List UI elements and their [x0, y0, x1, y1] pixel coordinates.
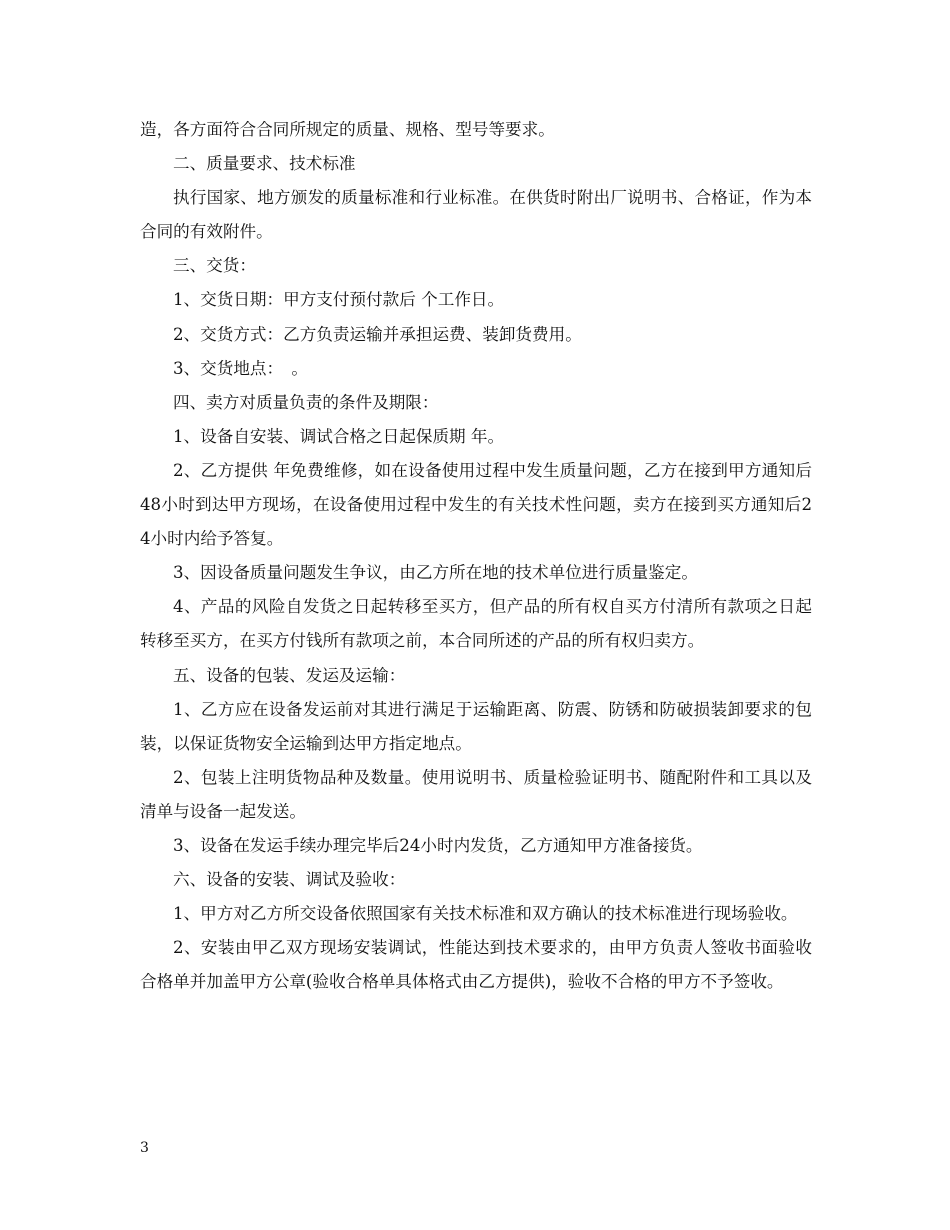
delivery-location-item: 3、交货地点： 。: [173, 358, 309, 378]
document-body: [140, 113, 812, 999]
section-heading-delivery: 三、交货：: [173, 256, 256, 276]
delivery-method-item: 2、交货方式：乙方负责运输并承担运费、装卸货费用。: [173, 324, 582, 344]
section-heading-quality: 二、质量要求、技术标准: [173, 154, 356, 174]
section-heading-installation: 六、设备的安装、调试及验收：: [173, 870, 406, 890]
packaging-requirement-item: 1、乙方应在设备发运前对其进行满足于运输距离、防震、防锈和防破损装卸要求的包装，以保证货物安全运输到达甲方指定地点。: [140, 699, 812, 753]
page-number: 3: [140, 1140, 149, 1156]
paragraph-continuation: 造，各方面符合合同所规定的质量、规格、型号等要求。: [140, 120, 555, 139]
shipping-time-item: 3、设备在发运手续办理完毕后24小时内发货，乙方通知甲方准备接货。: [173, 835, 703, 855]
installation-acceptance-item: 2、安装由甲乙双方现场安装调试，性能达到技术要求的，由甲方负责人签收书面验收合格单并加盖甲方公章(验收合格单具体格式由乙方提供)，验收不合格的甲方不予签收。: [140, 938, 812, 992]
site-acceptance-item: 1、甲方对乙方所交设备依照国家有关技术标准和双方确认的技术标准进行现场验收。: [173, 904, 798, 924]
risk-transfer-item: 4、产品的风险自发货之日起转移至买方，但产品的所有权自买方付清所有款项之日起转移至买方，在买方付钱所有款项之前，本合同所述的产品的所有权归卖方。: [140, 597, 812, 651]
paragraph-quality-standard: 执行国家、地方颁发的质量标准和行业标准。在供货时附出厂说明书、合格证，作为本合同的有效附件。: [140, 188, 812, 242]
warranty-service-item: 2、乙方提供 年免费维修，如在设备使用过程中发生质量问题，乙方在接到甲方通知后48小时到达甲方现场，在设备使用过程中发生的有关技术性问题，卖方在接到买方通知后24小时内给予答复。: [140, 460, 812, 549]
quality-dispute-item: 3、因设备质量问题发生争议，由乙方所在地的技术单位进行质量鉴定。: [173, 563, 698, 583]
section-heading-packaging: 五、设备的包装、发运及运输：: [173, 665, 406, 685]
delivery-date-item: 1、交货日期：甲方支付预付款后 个工作日。: [173, 290, 505, 310]
packaging-label-item: 2、包装上注明货物品种及数量。使用说明书、质量检验证明书、随配附件和工具以及清单与设备一起发送。: [140, 767, 812, 821]
warranty-period-item: 1、设备自安装、调试合格之日起保质期 年。: [173, 426, 505, 446]
section-heading-warranty: 四、卖方对质量负责的条件及期限：: [173, 392, 439, 412]
